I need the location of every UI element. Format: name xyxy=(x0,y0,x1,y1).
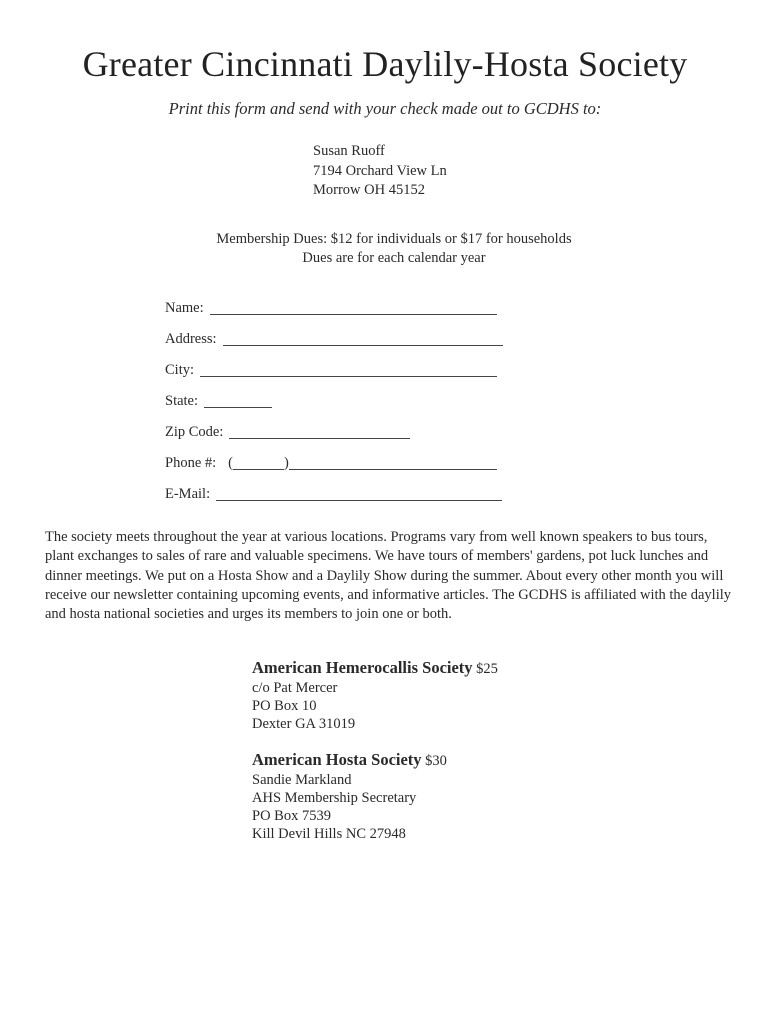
zip-row xyxy=(165,411,510,442)
mailing-city-state-zip: Morrow OH 45152 xyxy=(313,182,425,198)
society-address-line: Dexter GA 31019 xyxy=(252,716,356,732)
city-label: City: xyxy=(165,362,195,378)
phone-area-code-field[interactable] xyxy=(233,455,284,470)
society-fee: $25 xyxy=(476,661,498,677)
dues-amounts: Membership Dues: $12 for individuals or $17 for households xyxy=(216,231,572,247)
address-label: Address: xyxy=(165,331,217,347)
society-name: American Hosta Society xyxy=(252,750,422,769)
phone-close-paren: ) xyxy=(284,455,289,471)
email-label: E-Mail: xyxy=(165,486,211,502)
society-fee: $30 xyxy=(425,753,447,769)
name-field[interactable] xyxy=(210,300,497,315)
email-field[interactable] xyxy=(216,486,502,501)
phone-open-paren: ( xyxy=(228,455,233,471)
society-address-line: PO Box 7539 xyxy=(252,808,331,824)
city-field[interactable] xyxy=(200,362,497,377)
society-address-line: c/o Pat Mercer xyxy=(252,680,338,696)
society-block-hemerocallis xyxy=(252,657,498,733)
address-field[interactable] xyxy=(223,331,503,346)
state-label: State: xyxy=(165,393,199,409)
address-row xyxy=(165,318,510,349)
page-title: Greater Cincinnati Daylily-Hosta Society xyxy=(82,44,688,84)
name-label: Name: xyxy=(165,300,204,316)
mailing-address xyxy=(313,142,447,201)
state-field[interactable] xyxy=(204,393,272,408)
society-address-line: AHS Membership Secretary xyxy=(252,790,417,806)
zip-label: Zip Code: xyxy=(165,424,224,440)
dues-period: Dues are for each calendar year xyxy=(302,250,486,266)
society-address-line: Kill Devil Hills NC 27948 xyxy=(252,826,406,842)
mailing-name: Susan Ruoff xyxy=(313,143,385,159)
phone-number-field[interactable] xyxy=(289,455,497,470)
instructions: Print this form and send with your check made out to GCDHS to: xyxy=(168,99,602,118)
zip-field[interactable] xyxy=(229,424,410,439)
email-row xyxy=(165,473,510,504)
society-block-hosta xyxy=(252,749,447,843)
state-row xyxy=(165,380,510,411)
phone-row xyxy=(165,442,510,473)
society-name: American Hemerocallis Society xyxy=(252,658,473,677)
society-description: The society meets throughout the year at various locations. Programs vary from well known speakers to bus tours, plant exchanges to sales of rare and valuable specimens. We have tours of members' gardens, pot luck lunches and dinner meetings. We put on a Hosta Show and a Daylily Show during the summer. About every other month you will receive our newsletter containing upcoming events, and informative articles. The GCDHS is affiliated with the daylily and hosta national societies and urges its members to join one or both. xyxy=(45,529,732,623)
society-address-line: Sandie Markland xyxy=(252,772,352,788)
dues-info xyxy=(0,230,770,268)
society-address-line: PO Box 10 xyxy=(252,698,317,714)
membership-form xyxy=(165,287,510,504)
name-row xyxy=(165,287,510,318)
phone-label: Phone #: xyxy=(165,455,217,471)
city-row xyxy=(165,349,510,380)
mailing-street: 7194 Orchard View Ln xyxy=(313,162,447,179)
